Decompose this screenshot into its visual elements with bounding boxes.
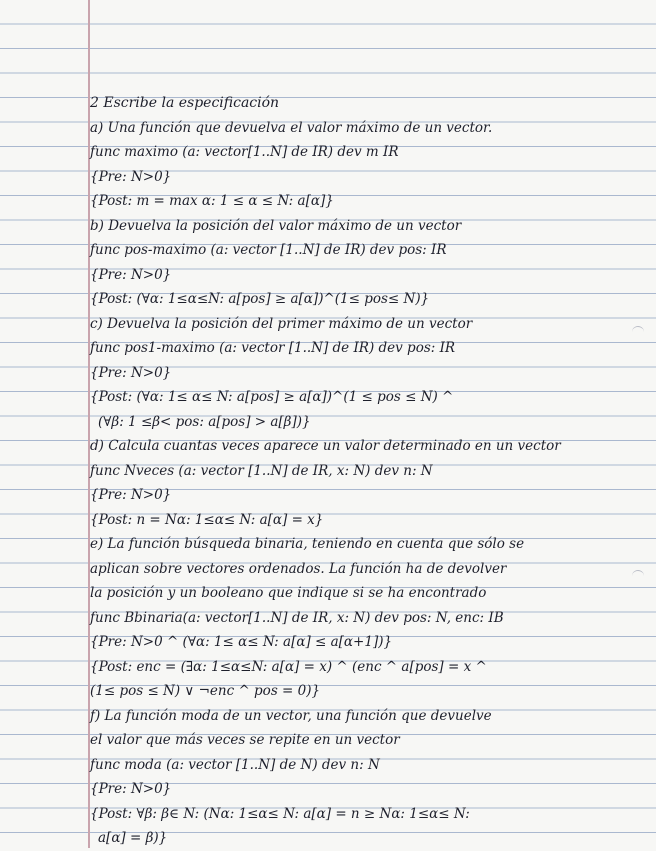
note-line-e-statement-3: la posición y un booleano que indique si se ha encontrado [90, 585, 487, 601]
note-line-f-post: {Post: ∀β: β∈ N: (Nα: 1≤α≤ N: a[α] = n ≥ Nα: 1≤α≤ N: [90, 805, 470, 822]
note-line-c-statement: c) Devuelva la posición del primer máximo de un vector [90, 315, 473, 332]
note-line-b-func: func pos-maximo (a: vector [1..N] de IR) dev pos: IR [90, 242, 447, 258]
note-line-f-pre: {Pre: N>0} [90, 781, 172, 797]
note-line-e-func: func Bbinaria(a: vector[1..N] de IR, x: N) dev pos: N, enc: IB [90, 609, 504, 626]
note-line-e-statement-2: aplican sobre vectores ordenados. La función ha de devolver [90, 560, 507, 577]
note-line-a-statement: a) Una función que devuelva el valor máximo de un vector. [90, 119, 493, 136]
note-line-f-statement-2: el valor que más veces se repite en un vector [90, 732, 400, 748]
pencil-mark [632, 326, 644, 333]
exercise-title: 2 Escribe la especificación [90, 95, 280, 111]
note-line-e-statement: e) La función búsqueda binaria, teniendo en cuenta que sólo se [90, 536, 525, 552]
note-line-e-post: {Post: enc = (∃α: 1≤α≤N: a[α] = x) ^ (enc ^ a[pos] = x ^ [90, 658, 487, 675]
note-line-c-func: func pos1-maximo (a: vector [1..N] de IR) dev pos: IR [90, 340, 456, 356]
note-line-c-post: {Post: (∀α: 1≤ α≤ N: a[pos] ≥ a[α])^(1 ≤ pos ≤ N) ^ [90, 389, 454, 405]
note-line-d-post: {Post: n = Nα: 1≤α≤ N: a[α] = x} [90, 511, 324, 528]
note-line-d-pre: {Pre: N>0} [90, 487, 172, 503]
note-line-b-pre: {Pre: N>0} [90, 266, 172, 283]
note-line-b-statement: b) Devuelva la posición del valor máximo de un vector [90, 217, 462, 234]
note-line-d-func: func Nveces (a: vector [1..N] de IR, x: N) dev n: N [90, 462, 433, 479]
note-line-b-post: {Post: (∀α: 1≤α≤N: a[pos] ≥ a[α])^(1≤ pos≤ N)} [90, 291, 430, 307]
note-line-f-func: func moda (a: vector [1..N] de N) dev n: N [90, 756, 380, 773]
note-line-d-statement: d) Calcula cuantas veces aparece un valor determinado en un vector [90, 438, 561, 454]
pencil-mark [632, 570, 644, 577]
note-line-c-post-cont: (∀β: 1 ≤β< pos: a[pos] > a[β])} [98, 413, 311, 430]
note-line-f-post-cont: a[α] = β)} [98, 830, 168, 846]
note-line-f-statement: f) La función moda de un vector, una función que devuelve [90, 707, 492, 724]
note-line-a-pre: {Pre: N>0} [90, 168, 172, 185]
note-line-a-post: {Post: m = max α: 1 ≤ α ≤ N: a[α]} [90, 193, 334, 209]
handwritten-notes [90, 91, 650, 851]
note-line-e-post-cont: (1≤ pos ≤ N) ∨ ¬enc ^ pos = 0)} [90, 683, 321, 699]
note-line-e-pre: {Pre: N>0 ^ (∀α: 1≤ α≤ N: a[α] ≤ a[α+1])} [90, 634, 393, 650]
note-line-a-func: func maximo (a: vector[1..N] de IR) dev m IR [90, 144, 399, 160]
note-line-c-pre: {Pre: N>0} [90, 364, 172, 381]
